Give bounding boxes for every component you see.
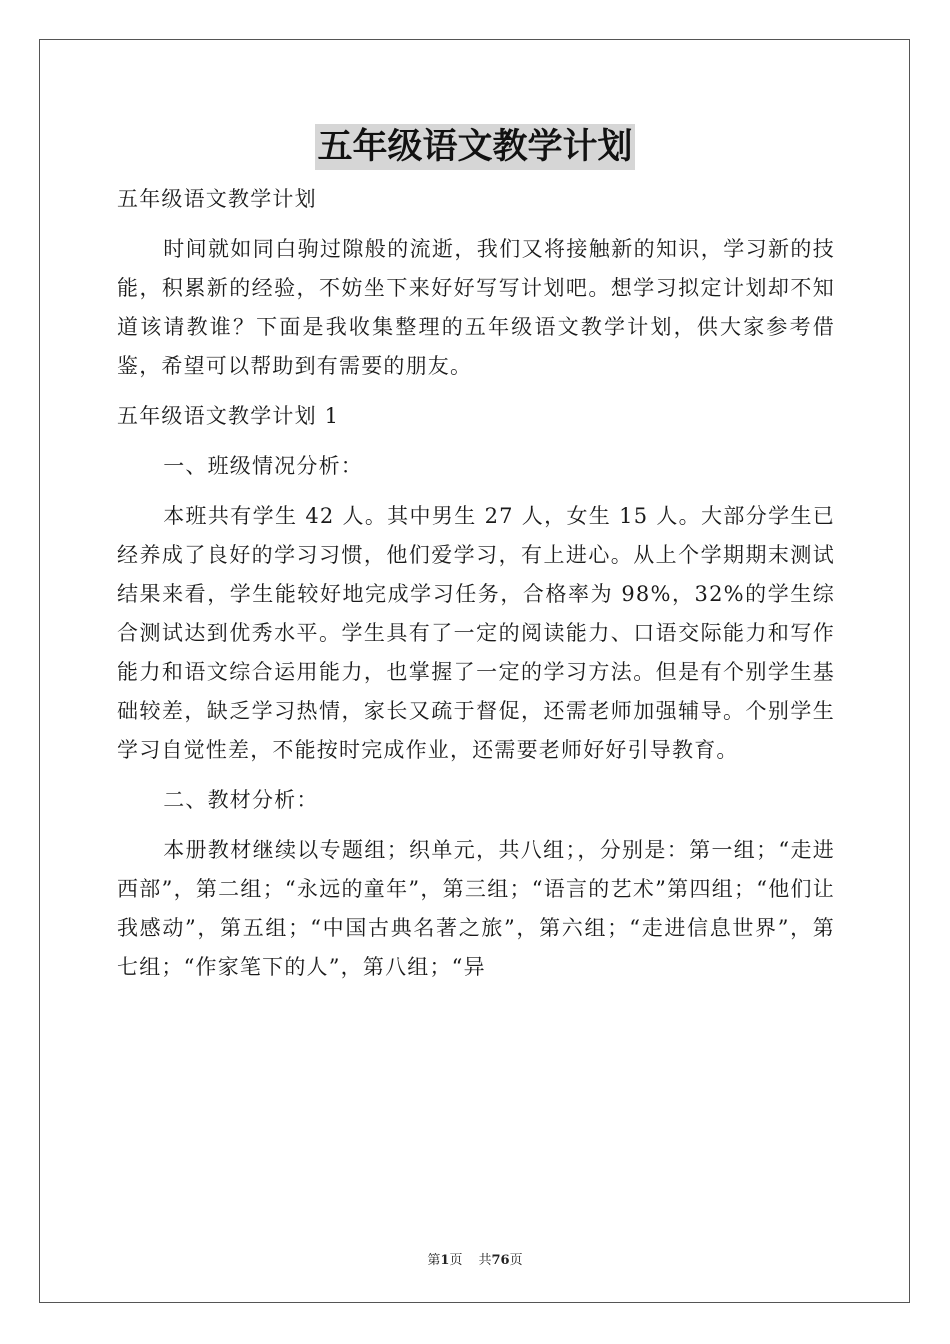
total-suffix: 页	[509, 1253, 523, 1268]
section-heading: 五年级语文教学计划 1	[117, 404, 340, 428]
total-page-count: 76	[491, 1253, 510, 1268]
title-container	[0, 124, 950, 170]
page-suffix: 页	[449, 1253, 463, 1268]
document-title: 五年级语文教学计划	[315, 124, 634, 170]
page-footer	[0, 1249, 950, 1268]
subtitle-line: 五年级语文教学计划	[117, 187, 317, 211]
total-prefix: 共	[478, 1253, 492, 1268]
class-analysis-paragraph: 本班共有学生 42 人。其中男生 27 人，女生 15 人。大部分学生已经养成了良好的学习习惯，他们爱学习，有上进心。从上个学期期末测试结果来看，学生能较好地完成学习任务，合格率为 98%，32%的学生综合测试达到优秀水平。学生具有了一定的阅读能力、口语交际能力和写作能力和语文综合运用能力，也掌握了一定的学习方法。但是有个别学生基础较差，缺乏学习热情，家长又疏于督促，还需老师加强辅导。个别学生学习自觉性差，不能按时完成作业，还需要老师好好引导教育。	[117, 504, 835, 762]
current-page-number: 1	[440, 1253, 450, 1268]
textbook-analysis-heading: 二、教材分析：	[163, 788, 319, 812]
page-prefix: 第	[427, 1253, 441, 1268]
class-analysis-heading: 一、班级情况分析：	[163, 454, 363, 478]
document-body	[117, 180, 835, 998]
textbook-analysis-paragraph: 本册教材继续以专题组；织单元，共八组；，分别是：第一组；“走进西部”，第二组；“永远的童年”，第三组；“语言的艺术”第四组；“他们让我感动”，第五组；“中国古典名著之旅”，第六组；“走进信息世界”，第七组；“作家笔下的人”，第八组；“异	[117, 838, 835, 979]
intro-paragraph: 时间就如同白驹过隙般的流逝，我们又将接触新的知识，学习新的技能，积累新的经验，不妨坐下来好好写写计划吧。想学习拟定计划却不知道该请教谁？下面是我收集整理的五年级语文教学计划，供大家参考借鉴，希望可以帮助到有需要的朋友。	[117, 237, 835, 378]
